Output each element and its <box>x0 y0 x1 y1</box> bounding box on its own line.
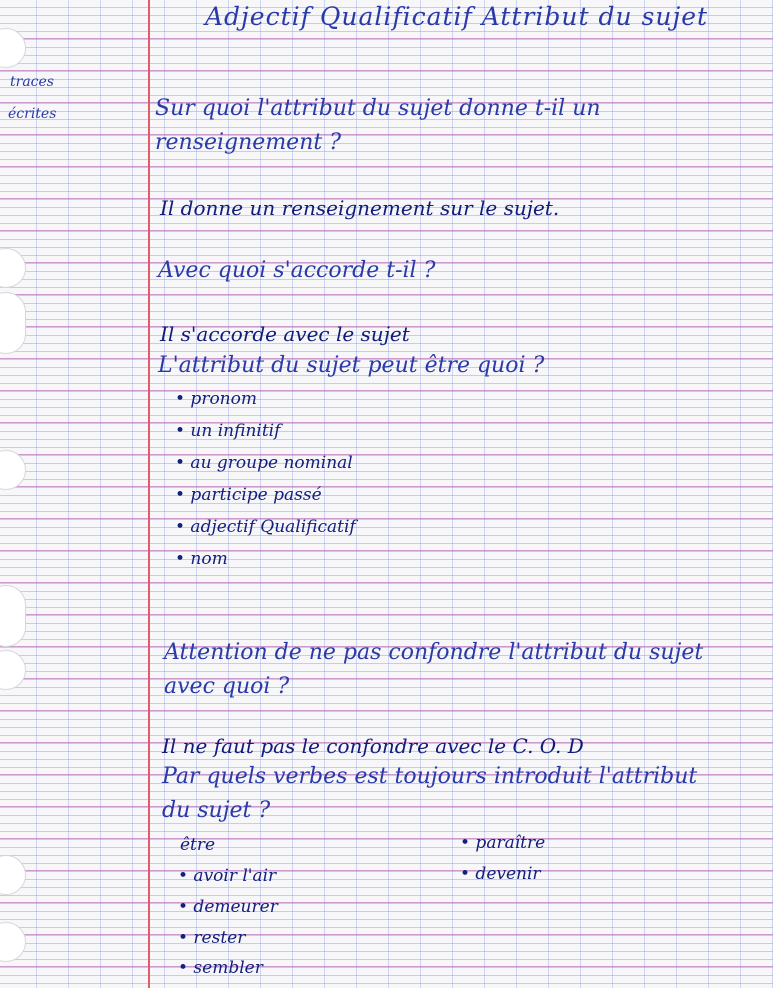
punch-hole <box>0 248 26 288</box>
list-item: • nom <box>175 549 228 569</box>
verb-item: • paraître <box>460 833 546 853</box>
verb-item: • avoir l'air <box>178 866 277 886</box>
margin-note: traces <box>10 74 54 90</box>
punch-hole <box>0 650 26 690</box>
punch-hole <box>0 585 26 647</box>
list-item: • adjectif Qualificatif <box>175 517 356 537</box>
answer: Il ne faut pas le confondre avec le C. O. D <box>162 734 584 758</box>
question: Attention de ne pas confondre l'attribut du sujet <box>164 640 704 665</box>
punch-hole <box>0 292 26 354</box>
verb-item: • sembler <box>178 958 263 978</box>
question: Sur quoi l'attribut du sujet donne t-il un <box>155 96 601 121</box>
page-title: Adjectif Qualificatif Attribut du sujet <box>205 2 709 31</box>
question: avec quoi ? <box>164 674 290 699</box>
punch-hole <box>0 450 26 490</box>
margin-note: écrites <box>8 106 57 122</box>
verb-item: • rester <box>178 928 246 948</box>
punch-hole <box>0 855 26 895</box>
verb-item: être <box>180 835 216 855</box>
question: du sujet ? <box>162 798 271 823</box>
question: renseignement ? <box>155 130 342 155</box>
list-item: • pronom <box>175 389 257 409</box>
verb-item: • demeurer <box>178 897 278 917</box>
question: Avec quoi s'accorde t-il ? <box>158 258 436 283</box>
margin-line <box>148 0 150 988</box>
list-item: • un infinitif <box>175 421 281 441</box>
answer: Il s'accorde avec le sujet <box>160 322 410 346</box>
question: L'attribut du sujet peut être quoi ? <box>158 353 545 378</box>
answer: Il donne un renseignement sur le sujet. <box>160 196 560 220</box>
punch-hole <box>0 922 26 962</box>
verb-item: • devenir <box>460 864 541 884</box>
question: Par quels verbes est toujours introduit l'attribut <box>162 764 698 789</box>
punch-hole <box>0 28 26 68</box>
list-item: • participe passé <box>175 485 322 505</box>
list-item: • au groupe nominal <box>175 453 353 473</box>
